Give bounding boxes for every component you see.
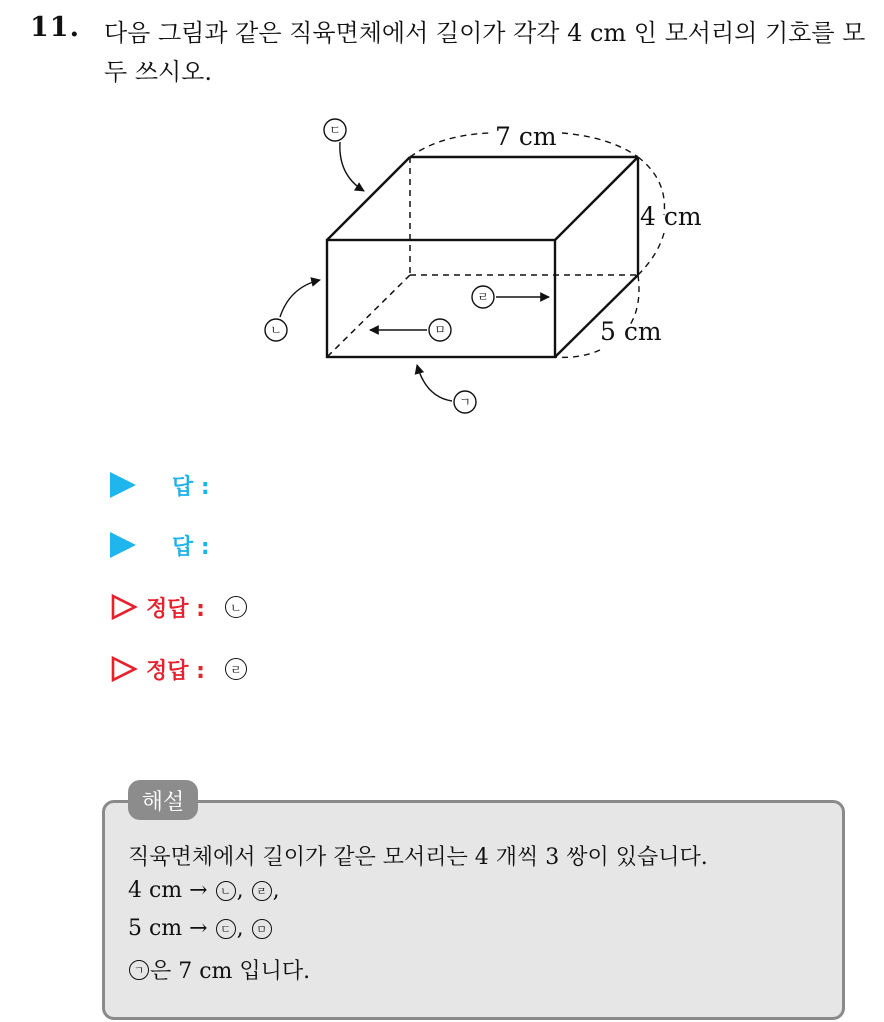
play-triangle-icon: [110, 472, 136, 498]
symbol-a: ㄱ: [129, 960, 149, 980]
explanation-text: 4 cm →: [128, 878, 208, 903]
symbol-b: ㄴ: [216, 881, 236, 901]
answer-row-1: [110, 468, 210, 502]
correct-answer-value: ㄴ: [225, 596, 247, 618]
outline-triangle-icon: [110, 655, 138, 683]
marker-a: ㄱ: [459, 395, 471, 409]
marker-d: ㄹ: [477, 290, 489, 304]
length-label-7cm: 7 cm: [495, 122, 557, 151]
marker-e: ㅁ: [434, 323, 446, 337]
symbol-e: ㅁ: [252, 919, 272, 939]
symbol-d: ㄹ: [252, 881, 272, 901]
correct-answer-row-2: [110, 652, 247, 686]
explanation-line-3: 5 cm → ㄷ , ㅁ: [128, 916, 273, 941]
explanation-line-1: [128, 840, 708, 871]
explanation-line-2: 4 cm → ㄴ , ㄹ ,: [128, 878, 280, 903]
explanation-text: 직육면체에서 길이가 같은 모서리는 4 개씩 3 쌍이 있습니다.: [128, 845, 708, 870]
correct-answer-label: 정답 :: [146, 596, 205, 622]
marker-c: ㄷ: [329, 123, 341, 137]
explanation-line-4: [128, 954, 310, 985]
answer-row-2: [110, 528, 210, 562]
correct-answer-value: ㄹ: [225, 658, 247, 680]
correct-answer-label: 정답 :: [146, 658, 205, 684]
answer-label: 답 :: [172, 534, 210, 560]
cuboid-diagram: [240, 105, 720, 425]
question-text: 다음 그림과 같은 직육면체에서 길이가 각각 4 cm 인 모서리의 기호를 모두 쓰시오.: [104, 19, 866, 86]
explanation-text: 은 7 cm 입니다.: [150, 959, 311, 984]
marker-b: ㄴ: [270, 323, 282, 337]
height-label-4cm: 4 cm: [640, 202, 702, 231]
explanation-box: [102, 800, 845, 1020]
play-triangle-icon: [110, 532, 136, 558]
cuboid-figure: [240, 105, 720, 425]
answer-label: 답 :: [172, 474, 210, 500]
correct-answer-row-1: [110, 590, 247, 624]
symbol-c: ㄷ: [216, 919, 236, 939]
explanation-tag: 해설: [128, 780, 198, 820]
outline-triangle-icon: [110, 593, 138, 621]
explanation-text: 5 cm →: [128, 916, 208, 941]
question-number: 11.: [30, 12, 80, 43]
depth-label-5cm: 5 cm: [600, 317, 662, 346]
